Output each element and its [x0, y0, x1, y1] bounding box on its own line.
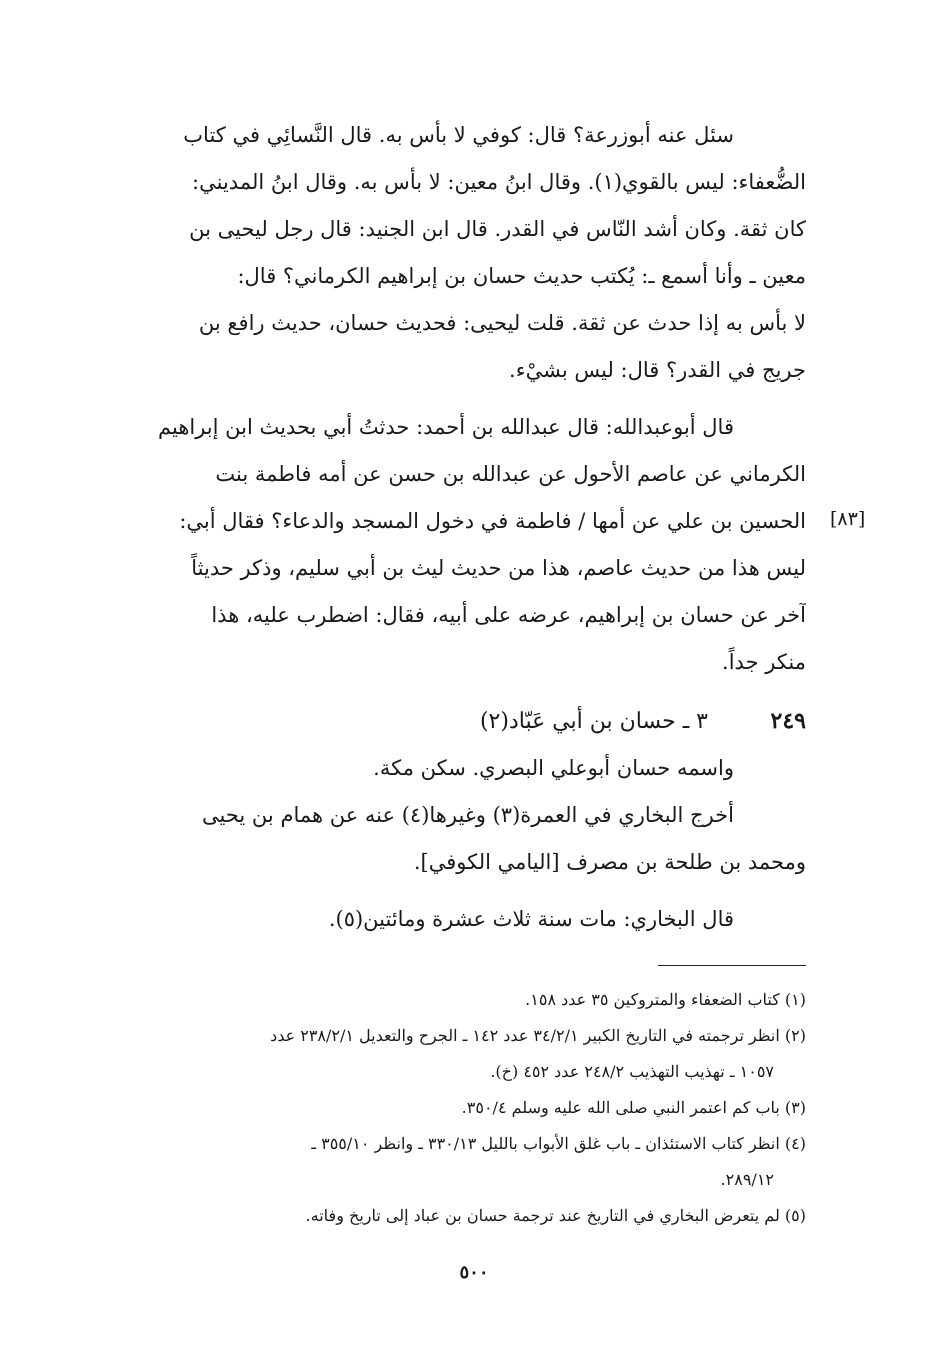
- text-line: قال أبوعبدالله: قال عبدالله بن أحمد: حدثتُ أبي بحديث ابن إبراهيم: [158, 415, 734, 439]
- footnote-separator: [658, 965, 806, 966]
- footnote-line: (٢) انظر ترجمته في التاريخ الكبير ٣٤/٢/١ عدد ١٤٢ ـ الجرح والتعديل ٢٣٨/٢/١ عدد: [270, 1026, 806, 1045]
- text-line: آخر عن حسان بن إبراهيم، عرضه على أبيه، فقال: اضطرب عليه، هذا: [211, 603, 806, 627]
- manuscript-folio-marker: [٨٣]: [830, 508, 866, 530]
- page-number: ٥٠٠: [459, 1262, 489, 1283]
- text-line: واسمه حسان أبوعلي البصري. سكن مكة.: [373, 756, 734, 780]
- text-line: ليس هذا من حديث عاصم، هذا من حديث ليث بن أبي سليم، وذكر حديثاً: [191, 556, 806, 580]
- paragraph-4: [108, 896, 806, 943]
- footnote-line: ١٠٥٧ ـ تهذيب التهذيب ٢٤٨/٢ عدد ٤٥٢ (خ).: [490, 1062, 774, 1081]
- text-line: الكرماني عن عاصم الأحول عن عبدالله بن حسن عن أمه فاطمة بنت: [215, 462, 806, 486]
- text-line: جريج في القدر؟ قال: ليس بشيْء.: [509, 358, 806, 382]
- entry-title: ٣ ـ حسان بن أبي عَبّاد(٢): [479, 709, 708, 734]
- footnote-line: (٥) لم يتعرض البخاري في التاريخ عند ترجمة حسان بن عباد إلى تاريخ وفاته.: [305, 1206, 806, 1225]
- footnote-line: ٢٨٩/١٢.: [720, 1170, 774, 1189]
- text-line: منكر جداً.: [722, 650, 806, 674]
- footnote-line: (٤) انظر كتاب الاستئذان ـ باب غلق الأبواب بالليل ٣٣٠/١٣ ـ وانظر ٣٥٥/١٠ ـ: [311, 1134, 806, 1153]
- text-line: قال البخاري: مات سنة ثلاث عشرة ومائتين(٥).: [328, 907, 734, 931]
- text-line: الضُّعفاء: ليس بالقوي(١). وقال ابنُ معين: لا بأس به. وقال ابنُ المديني:: [192, 170, 806, 194]
- entry-number: ٢٤٩: [770, 708, 806, 734]
- footnotes: [108, 982, 806, 1234]
- entry-heading: [108, 698, 806, 745]
- text-line: كان ثقة. وكان أشد النّاس في القدر. قال ابن الجنيد: قال رجل ليحيى بن: [189, 217, 806, 241]
- text-line: لا بأس به إذا حدث عن ثقة. قلت ليحيى: فحديث حسان، حديث رافع بن: [198, 311, 806, 335]
- paragraph-3: [108, 745, 806, 886]
- text-line: أخرج البخاري في العمرة(٣) وغيرها(٤) عنه عن همام بن يحيى: [202, 803, 734, 827]
- text-line: معين ـ وأنا أسمع ـ: يُكتب حديث حسان بن إبراهيم الكرماني؟ قال:: [237, 264, 806, 288]
- footnote-line: (٣) باب كم اعتمر النبي صلى الله عليه وسلم ٣٥٠/٤.: [461, 1098, 806, 1117]
- paragraph-1: [108, 112, 806, 394]
- text-line: سئل عنه أبوزرعة؟ قال: كوفي لا بأس به. قال النَّسائِي في كتاب: [183, 123, 734, 147]
- text-line: ومحمد بن طلحة بن مصرف [اليامي الكوفي].: [413, 850, 806, 874]
- paragraph-2: [108, 404, 806, 686]
- text-line: الحسين بن علي عن أمها / فاطمة في دخول المسجد والدعاء؟ فقال أبي:: [179, 509, 806, 533]
- footnote-line: (١) كتاب الضعفاء والمتروكين ٣٥ عدد ١٥٨.: [525, 990, 806, 1009]
